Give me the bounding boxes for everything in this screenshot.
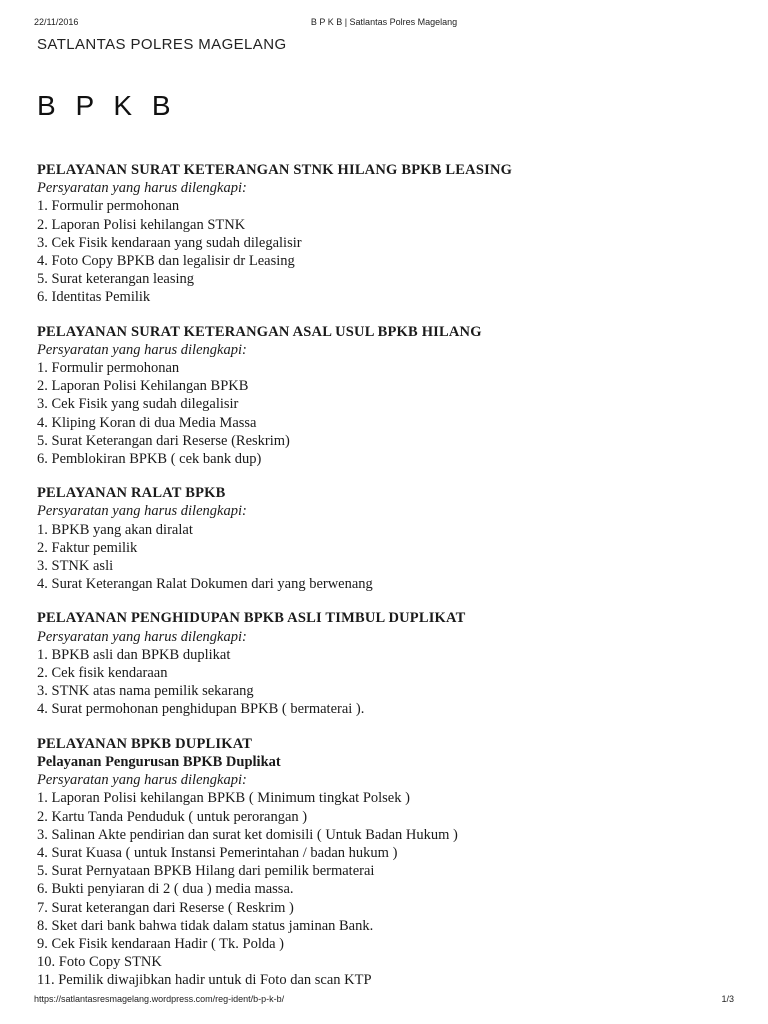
requirement-item: 2. Cek fisik kendaraan: [37, 665, 168, 682]
requirements-label: Persyaratan yang harus dilengkapi:: [37, 503, 247, 520]
requirements-list: [37, 789, 737, 989]
service-section: [37, 609, 737, 718]
requirement-item: 5. Surat Pernyataan BPKB Hilang dari pemilik bermaterai: [37, 863, 375, 880]
requirement-item: 4. Surat Keterangan Ralat Dokumen dari yang berwenang: [37, 576, 373, 593]
requirements-list: [37, 646, 737, 719]
requirement-item: 3. STNK asli: [37, 558, 114, 575]
requirement-item: 5. Surat keterangan leasing: [37, 271, 195, 288]
service-section: [37, 323, 737, 469]
section-heading: PELAYANAN SURAT KETERANGAN STNK HILANG BPKB LEASING: [37, 162, 513, 178]
print-header: [34, 17, 734, 31]
requirements-list: [37, 521, 737, 594]
requirements-list: [37, 359, 737, 468]
section-heading: PELAYANAN PENGHIDUPAN BPKB ASLI TIMBUL DUPLIKAT: [37, 610, 466, 627]
requirements-label: Persyaratan yang harus dilengkapi:: [37, 628, 247, 645]
requirement-item: 2. Laporan Polisi Kehilangan BPKB: [37, 378, 249, 395]
service-section: [37, 161, 737, 307]
service-section: [37, 484, 737, 593]
requirement-item: 2. Faktur pemilik: [37, 539, 138, 556]
requirement-item: 4. Kliping Koran di dua Media Massa: [37, 414, 257, 431]
requirement-item: 4. Foto Copy BPKB dan legalisir dr Leasing: [37, 253, 295, 270]
section-subheading: Pelayanan Pengurusan BPKB Duplikat: [37, 753, 281, 770]
section-heading: PELAYANAN RALAT BPKB: [37, 485, 226, 502]
requirement-item: 3. STNK atas nama pemilik sekarang: [37, 683, 254, 700]
print-date: 22/11/2016: [34, 17, 79, 27]
requirement-item: 10. Foto Copy STNK: [37, 954, 162, 971]
site-name[interactable]: SATLANTAS POLRES MAGELANG: [37, 36, 287, 53]
article-content: [37, 161, 737, 1006]
page-number: 1/3: [721, 994, 734, 1004]
requirements-list: [37, 197, 737, 306]
requirements-label: Persyaratan yang harus dilengkapi:: [37, 772, 247, 789]
requirement-item: 6. Bukti penyiaran di 2 ( dua ) media massa.: [37, 881, 294, 898]
requirement-item: 1. BPKB asli dan BPKB duplikat: [37, 646, 231, 663]
requirement-item: 3. Cek Fisik yang sudah dilegalisir: [37, 396, 239, 413]
requirement-item: 1. BPKB yang akan diralat: [37, 521, 193, 538]
requirement-item: 4. Surat Kuasa ( untuk Instansi Pemerintahan / badan hukum ): [37, 844, 398, 861]
requirement-item: 11. Pemilik diwajibkan hadir untuk di Foto dan scan KTP: [37, 972, 372, 989]
section-heading: PELAYANAN BPKB DUPLIKAT: [37, 735, 253, 752]
requirements-label: Persyaratan yang harus dilengkapi:: [37, 180, 247, 197]
requirement-item: 2. Kartu Tanda Penduduk ( untuk perorangan ): [37, 808, 308, 825]
requirement-item: 2. Laporan Polisi kehilangan STNK: [37, 216, 246, 233]
requirement-item: 6. Identitas Pemilik: [37, 289, 151, 306]
requirement-item: 3. Salinan Akte pendirian dan surat ket domisili ( Untuk Badan Hukum ): [37, 826, 458, 843]
requirement-item: 8. Sket dari bank bahwa tidak dalam status jaminan Bank.: [37, 917, 374, 934]
requirement-item: 9. Cek Fisik kendaraan Hadir ( Tk. Polda ): [37, 935, 284, 952]
requirement-item: 6. Pemblokiran BPKB ( cek bank dup): [37, 451, 262, 468]
requirements-label: Persyaratan yang harus dilengkapi:: [37, 341, 247, 358]
requirement-item: 5. Surat Keterangan dari Reserse (Reskrim): [37, 432, 290, 449]
page-title: B P K B: [37, 90, 177, 121]
section-heading: PELAYANAN SURAT KETERANGAN ASAL USUL BPKB HILANG: [37, 323, 482, 340]
service-section: [37, 735, 737, 990]
requirement-item: 1. Laporan Polisi kehilangan BPKB ( Minimum tingkat Polsek ): [37, 790, 410, 807]
print-footer: [34, 994, 734, 1008]
print-page-title: B P K B | Satlantas Polres Magelang: [310, 17, 458, 27]
requirement-item: 3. Cek Fisik kendaraan yang sudah dilegalisir: [37, 234, 302, 251]
page-url: https://satlantasresmagelang.wordpress.com/reg-ident/b-p-k-b/: [34, 994, 285, 1004]
requirement-item: 1. Formulir permohonan: [37, 198, 180, 215]
requirement-item: 1. Formulir permohonan: [37, 360, 180, 377]
requirement-item: 4. Surat permohonan penghidupan BPKB ( bermaterai ).: [37, 701, 365, 718]
requirement-item: 7. Surat keterangan dari Reserse ( Reskrim ): [37, 899, 294, 916]
